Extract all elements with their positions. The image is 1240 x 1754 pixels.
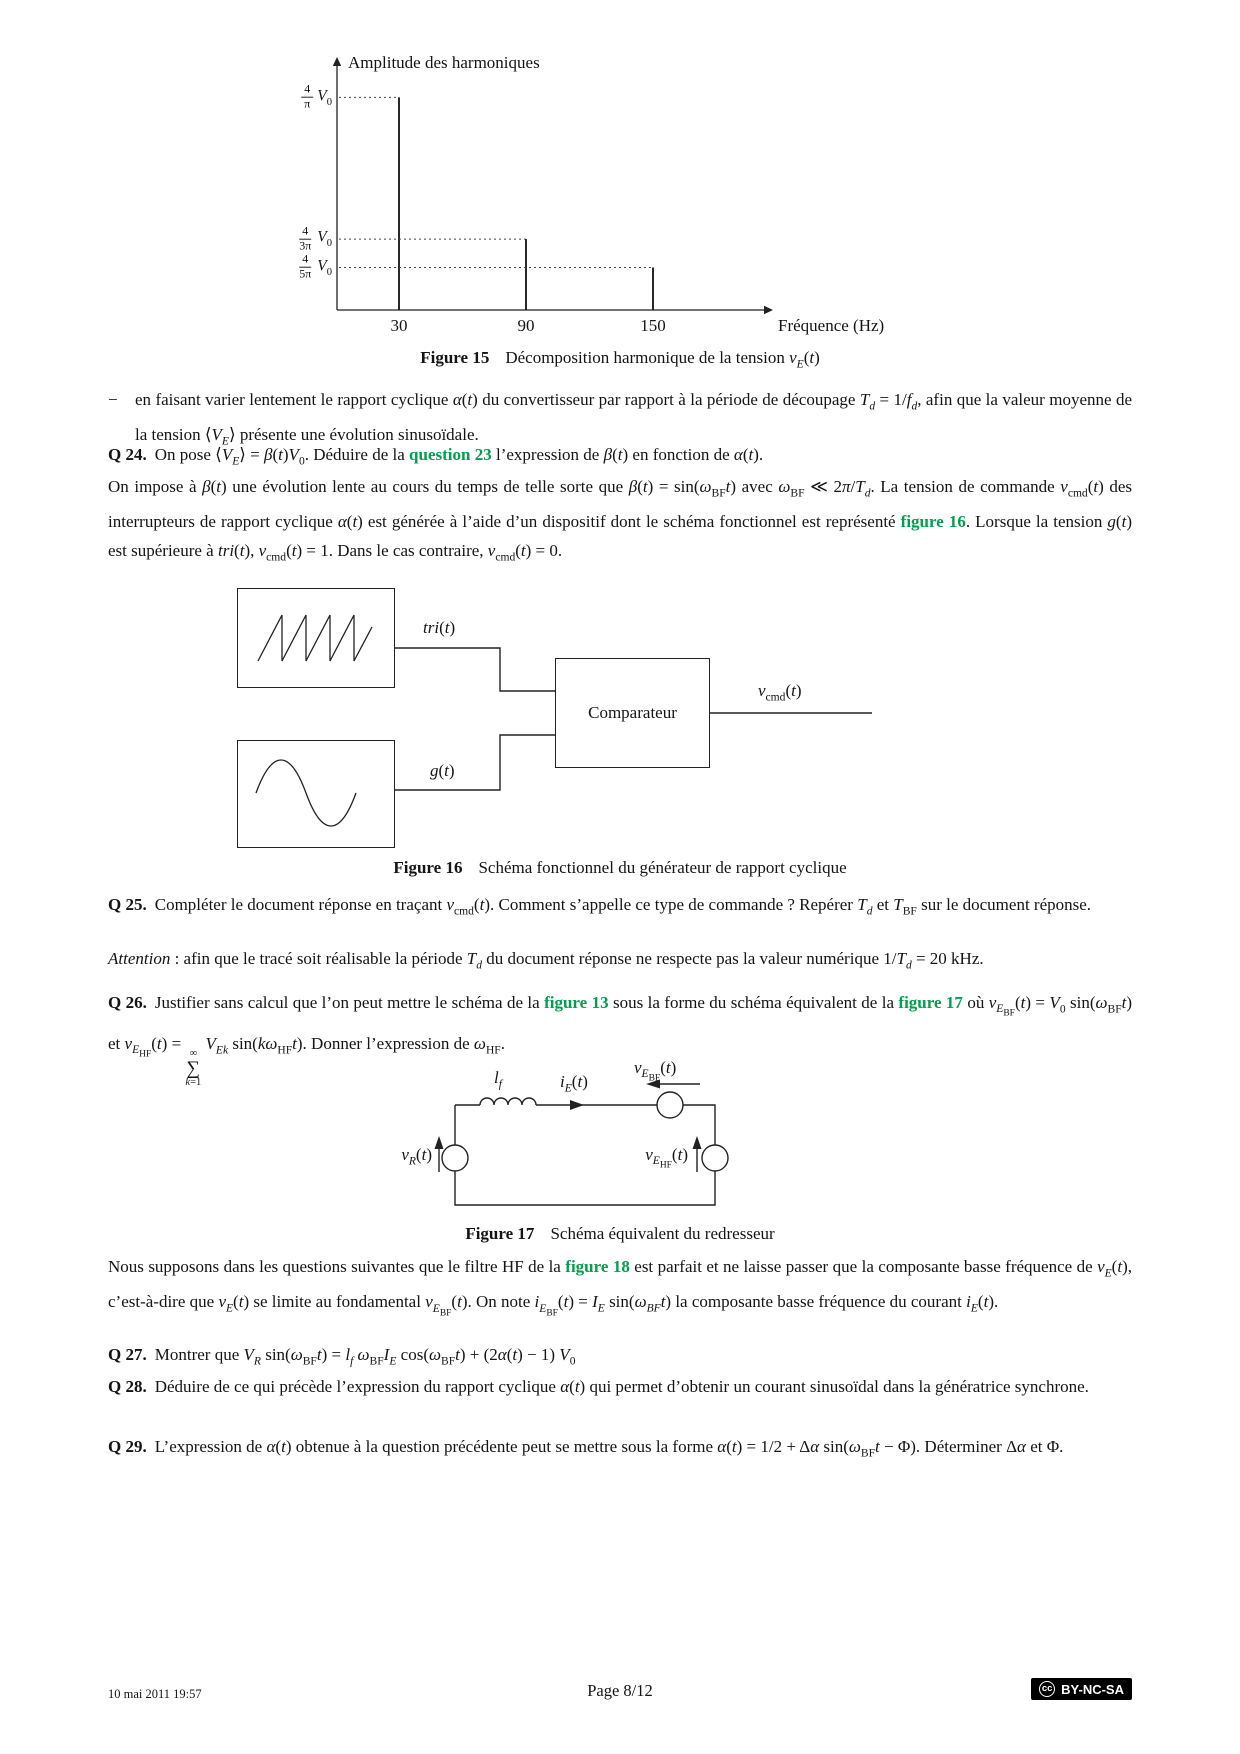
vr-arrow-icon xyxy=(435,1136,444,1149)
question-25 xyxy=(108,890,1132,925)
x-axis-arrow-icon xyxy=(764,306,773,314)
question-24 xyxy=(108,440,1132,475)
figure-15-chart xyxy=(108,50,1132,344)
ref-figure-13[interactable]: figure 13 xyxy=(544,993,609,1012)
g-signal-label: g(t) xyxy=(430,761,455,780)
question-25-text: Compléter le document réponse en traçant $v_{cmd}(t)$. Comment s’appelle ce type de commande ? Repérer $T_d$ et $T_{BF}$ sur le document réponse. xyxy=(154,895,1092,918)
vehf-arrow-icon xyxy=(693,1136,702,1149)
lf-inductor-label: $l_f$ xyxy=(494,1068,502,1091)
chart-ytick-30hz: $\frac{4}{\pi}$ $V_0$ xyxy=(301,83,332,112)
inductor-coil-icon xyxy=(480,1098,536,1105)
tri-signal-wire xyxy=(395,648,555,691)
figure-17-caption-text: Schéma équivalent du redresseur xyxy=(550,1224,775,1243)
vehf-source-circle xyxy=(702,1145,728,1171)
figure-17-caption-label: Figure 17 xyxy=(465,1224,535,1243)
chart-xtick-30: 30 xyxy=(390,316,408,335)
question-28-label: Q 28. xyxy=(108,1377,147,1396)
sine-waveform-icon xyxy=(238,741,392,845)
chart-x-axis-title: Fréquence (Hz) xyxy=(778,316,885,335)
bullet-text: en faisant varier lentement le rapport cyclique α(t) du convertisseur par rapport à la période de découpage $T_d = 1/f_d$, afin que la valeur moyenne de la tension $⟨V_E⟩$ présente une évolution sinusoïdale. xyxy=(135,390,1132,448)
sine-generator-block xyxy=(237,740,395,848)
paragraph-attention-text: Attention : afin que le tracé soit réalisable la période $T_d$ du document réponse ne respecte pas la valeur numérique $1/T_d = 20$ kHz. xyxy=(108,949,984,972)
paragraph-attention xyxy=(108,944,1132,979)
y-axis-arrow-icon xyxy=(333,57,341,66)
paragraph-suppose xyxy=(108,1252,1132,1328)
cc-license-badge[interactable] xyxy=(1031,1678,1132,1700)
figure-16-caption-label: Figure 16 xyxy=(393,858,463,877)
cc-logo-icon: cc xyxy=(1039,1681,1055,1697)
bottom-wire xyxy=(455,1171,715,1205)
comparator-label: Comparateur xyxy=(588,703,677,722)
vebf-source-circle xyxy=(657,1092,683,1118)
figure-17-circuit xyxy=(108,1058,1132,1218)
question-29-text: L’expression de α(t) obtenue à la question précédente peut se mettre sous la forme α(t) = 1/2 + Δα $\sin(\omega_{BF}t - \Phi)$. Déterminer Δα et Φ. xyxy=(154,1437,1064,1460)
figure-15-caption-text: Décomposition harmonique de la tension $v_E(t)$ xyxy=(505,348,820,371)
question-28 xyxy=(108,1372,1132,1401)
comparator-block xyxy=(555,658,710,768)
question-29 xyxy=(108,1432,1132,1467)
g-signal-wire xyxy=(395,735,555,790)
question-25-label: Q 25. xyxy=(108,895,147,914)
ref-figure-17[interactable]: figure 17 xyxy=(898,993,963,1012)
chart-xtick-150: 150 xyxy=(640,316,666,335)
figure-15-caption-label: Figure 15 xyxy=(420,348,490,367)
ref-figure-18[interactable]: figure 18 xyxy=(565,1257,630,1276)
question-26-label: Q 26. xyxy=(108,993,147,1012)
figure-17-caption xyxy=(108,1224,1132,1244)
question-26-text: Justifier sans calcul que l’on peut mettre le schéma de la figure 13 sous la forme du schéma équivalent de la figure 17 où $v_{E_{BF}}(t) = V_0$ $\sin(\omega_{BF}t)$ et $v_{E_{HF}}(t)$ = ∞ ∑ k=1 $V_{Ek}$ $\sin(k\omega_{HF}t)$. Donner l’expression de $\omega_{HF}$. xyxy=(108,993,1133,1088)
figure-16-caption xyxy=(108,858,1132,878)
vcmd-signal-label: $v_{cmd}(t)$ xyxy=(758,681,802,704)
bullet-dash: − xyxy=(108,390,118,409)
question-27-label: Q 27. xyxy=(108,1345,147,1364)
footer-page-number: Page 8/12 xyxy=(587,1681,653,1700)
chart-ytick-150hz: $\frac{4}{5\pi}$ $V_0$ xyxy=(299,252,332,281)
harmonics-chart-canvas xyxy=(108,50,1132,344)
chart-xtick-90: 90 xyxy=(517,316,535,335)
chart-ytick-90hz: $\frac{4}{3\pi}$ $V_0$ xyxy=(299,223,332,253)
ie-current-arrow-icon xyxy=(570,1100,584,1110)
chart-y-axis-title: Amplitude des harmoniques xyxy=(348,53,540,72)
sawtooth-waveform-icon xyxy=(238,589,392,685)
cc-license-text: BY-NC-SA xyxy=(1061,1681,1124,1697)
page-footer xyxy=(108,1678,1132,1710)
question-27 xyxy=(108,1340,1132,1375)
paragraph-impose-text: On impose à β(t) une évolution lente au cours du temps de telle sorte que $\beta(t) = \sin(\omega_{BF}t)$ avec $\omega_{BF}$ ≪ $2\pi/T_d$. La tension de commande $v_{cmd}(t)$ des interrupteurs de rapport cyclique α(t) est générée à l’aide d’un dispositif dont le schéma fonctionnel est représenté figure 16. Lorsque la tension g(t) est supérieure à tri(t), $v_{cmd}(t) = 1$. Dans le cas contraire, $v_{cmd}(t) = 0$. xyxy=(108,477,1133,564)
footer-datetime: 10 mai 2011 19:57 xyxy=(108,1687,202,1701)
ref-figure-16[interactable]: figure 16 xyxy=(900,512,966,532)
question-29-label: Q 29. xyxy=(108,1437,147,1456)
ie-current-label: $i_E(t)$ xyxy=(560,1072,588,1095)
paragraph-impose xyxy=(108,472,1132,572)
question-24-text: On pose $⟨V_E⟩ = \beta(t)V_0$. Déduire de la question 23 l’expression de β(t) en fonction de α(t). xyxy=(154,445,764,468)
ref-question-23[interactable]: question 23 xyxy=(409,445,492,464)
vebf-source-label: $v_{E_{BF}}(t)$ xyxy=(634,1058,677,1084)
question-27-text: Montrer que $V_R$ $\sin(\omega_{BF}t) = l_f$ $\omega_{BF}I_E$ $\cos(\omega_{BF}t) + (2\alpha(t) - 1)$ $V_0$ xyxy=(154,1345,576,1368)
vr-source-circle xyxy=(442,1145,468,1171)
figure-15-caption xyxy=(108,348,1132,370)
tri-signal-label: tri(t) xyxy=(423,618,456,637)
figure-17-circuit-canvas xyxy=(108,1058,1132,1218)
figure-16-caption-text: Schéma fonctionnel du générateur de rapport cyclique xyxy=(478,858,847,877)
question-28-text: Déduire de ce qui précède l’expression du rapport cyclique α(t) qui permet d’obtenir un courant sinusoïdal dans la génératrice synchrone. xyxy=(154,1377,1089,1396)
vehf-source-label: $v_{E_{HF}}(t)$ xyxy=(645,1145,688,1171)
top-wire-right xyxy=(683,1105,715,1145)
vr-source-label: $v_R(t)$ xyxy=(401,1145,432,1168)
sawtooth-generator-block xyxy=(237,588,395,688)
question-24-label: Q 24. xyxy=(108,445,147,464)
figure-16-diagram xyxy=(108,588,1132,852)
paragraph-suppose-text: Nous supposons dans les questions suivantes que le filtre HF de la figure 18 est parfait et ne laisse passer que la composante basse fréquence de $v_E(t)$, c’est-à-dire que $v_E(t)$ se limite au fondamental $v_{E_{BF}}(t)$. On note $i_{E_{BF}}(t) = I_E$ $\sin(\omega_{BF}t)$ la composante basse fréquence du courant $i_E(t)$. xyxy=(108,1257,1132,1319)
